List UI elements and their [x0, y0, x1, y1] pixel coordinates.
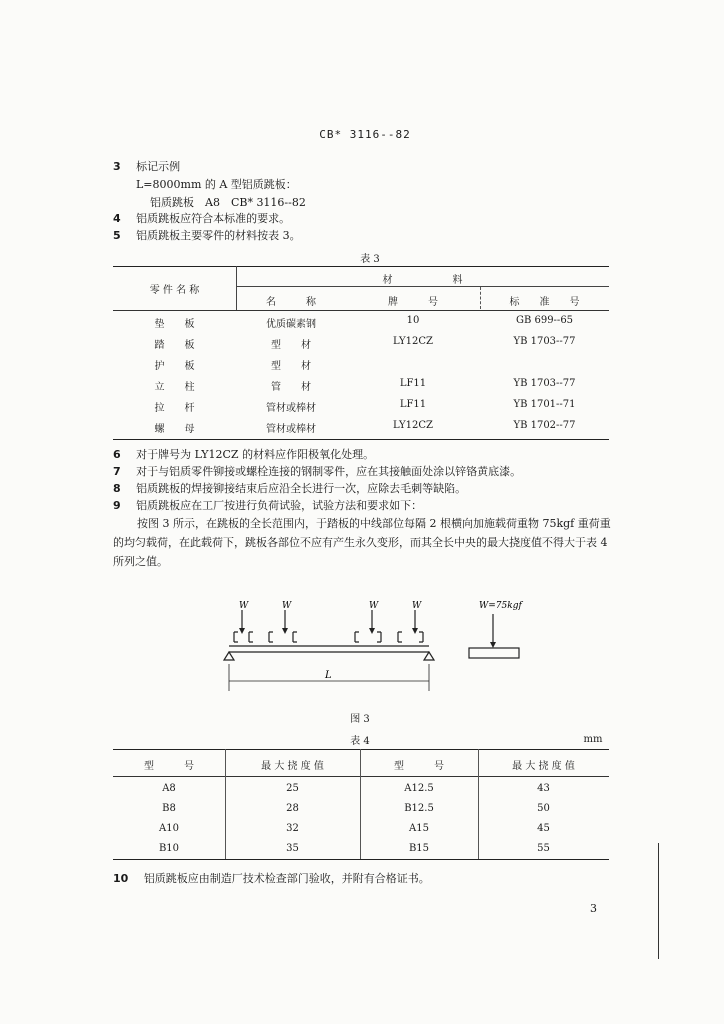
row-material-name: 管材或棒材 [266, 424, 316, 435]
table-3-bottom-rule [113, 439, 609, 440]
row-type: B10 [158, 843, 180, 854]
section-number: 9 [113, 499, 121, 512]
table-3-top-rule [113, 266, 609, 267]
load-label: W [282, 601, 292, 611]
table-row [113, 378, 609, 399]
row-deflection: 28 [286, 803, 299, 814]
span-label: L [325, 670, 332, 681]
marking-example-code: 铝质跳板 A8 CB* 3116--82 [150, 196, 306, 209]
table-4-body [113, 783, 609, 863]
table-row [113, 315, 609, 336]
row-standard: YB 1701--71 [513, 399, 576, 410]
table-4-caption: 表 4 [350, 736, 370, 747]
section-9-paragraph: 按图 3 所示，在跳板的全长范围内，于踏板的中线部位每隔 2 根横向加施载荷重物 75kgf 重荷重的均匀载荷，在此载荷下，跳板各部位不应有产生永久变形，而其全长中央的最大挠度值不得大于表 4 所列之值。 [113, 517, 611, 568]
load-block [469, 648, 519, 658]
row-grade: LY12CZ [393, 420, 433, 431]
figure-3-caption: 图 3 [350, 714, 370, 725]
row-material-name: 管材或棒材 [266, 403, 316, 414]
row-standard: YB 1703--77 [513, 336, 576, 347]
table-3-body [113, 315, 609, 441]
row-type: A8 [162, 783, 176, 794]
section-number: 10 [113, 872, 129, 885]
table-row [113, 823, 609, 843]
left-support [224, 652, 234, 660]
table-row [113, 336, 609, 357]
section-title: 标记示例 [136, 160, 181, 173]
row-deflection: 32 [286, 823, 299, 834]
table-3-header-grade: 牌 号 [388, 297, 438, 308]
table-3-header-standard: 标 准 号 [509, 297, 580, 308]
load-label: W [412, 601, 422, 611]
load-label: W [239, 601, 249, 611]
row-material-name: 型 材 [271, 361, 311, 372]
table-row [113, 357, 609, 378]
row-grade: 10 [406, 315, 420, 326]
table-4-unit: mm [583, 734, 603, 745]
row-type: A15 [409, 823, 429, 834]
table-3-header-part: 零 件 名 称 [149, 285, 200, 296]
section-text: 铝质跳板的焊接铆接结束后应沿全长进行一次，应除去毛刺等缺陷。 [136, 482, 467, 495]
table-3-caption: 表 3 [360, 254, 380, 265]
section-10 [113, 872, 430, 886]
row-material-name: 管 材 [271, 382, 311, 393]
table-3-header-material: 材 料 [382, 275, 463, 286]
section-number: 3 [113, 160, 121, 173]
row-type: B8 [162, 803, 176, 814]
page-number: 3 [590, 902, 597, 915]
table-3-head-rule [113, 310, 609, 311]
section-number: 5 [113, 229, 121, 242]
row-type: A10 [159, 823, 179, 834]
table-4-head-rule [113, 776, 609, 777]
row-material-name: 优质碳素钢 [266, 319, 316, 330]
section-9 [113, 499, 422, 513]
row-part: 踏 板 [154, 340, 195, 351]
table-3-header-name: 名 称 [266, 297, 316, 308]
scan-edge-line [658, 843, 659, 959]
row-deflection: 35 [286, 843, 299, 854]
section-text: 铝质跳板主要零件的材料按表 3。 [136, 229, 301, 242]
row-part: 立 柱 [154, 382, 195, 393]
row-grade: LF11 [399, 399, 427, 410]
table-row [113, 399, 609, 420]
section-number: 6 [113, 448, 121, 461]
section-text: 铝质跳板应由制造厂技术检查部门验收，并附有合格证书。 [143, 872, 430, 885]
row-type: B15 [408, 843, 430, 854]
row-part: 护 板 [154, 361, 195, 372]
row-deflection: 50 [537, 803, 550, 814]
row-material-name: 型 材 [271, 340, 311, 351]
row-part: 螺 母 [154, 424, 195, 435]
standard-code-header: CB* 3116--82 [319, 128, 411, 141]
table-4-header-deflection: 最 大 挠 度 值 [261, 761, 324, 772]
section-text: 对于与铝质零件铆接或螺栓连接的钢制零件，应在其接触面处涂以锌铬黄底漆。 [136, 465, 522, 478]
table-3-sub-rule [236, 286, 609, 287]
section-text: 铝质跳板应在工厂按进行负荷试验，试验方法和要求如下： [136, 499, 423, 512]
row-deflection: 43 [537, 783, 550, 794]
section-text: 对于牌号为 LY12CZ 的材料应作阳极氧化处理。 [136, 448, 375, 461]
marking-example-line: L=8000mm 的 A 型铝质跳板： [136, 178, 297, 191]
load-label: W [369, 601, 379, 611]
table-4-header-type: 型 号 [144, 761, 194, 772]
table-row [113, 843, 609, 863]
table-4-bottom-rule [113, 859, 609, 860]
section-number: 4 [113, 212, 121, 225]
section-4 [113, 212, 290, 226]
section-3-heading [113, 160, 180, 174]
row-standard: YB 1703--77 [513, 378, 576, 389]
row-grade: LY12CZ [393, 336, 433, 347]
section-8 [113, 482, 466, 496]
row-deflection: 25 [286, 783, 299, 794]
row-type: B12.5 [404, 803, 434, 814]
table-row [113, 783, 609, 803]
row-deflection: 55 [537, 843, 550, 854]
section-7 [113, 465, 521, 479]
row-standard: YB 1702--77 [513, 420, 576, 431]
table-4-header-deflection: 最 大 挠 度 值 [512, 761, 575, 772]
section-number: 8 [113, 482, 121, 495]
row-part: 垫 板 [154, 319, 195, 330]
load-test-diagram [215, 596, 525, 716]
table-row [113, 803, 609, 823]
section-text: 铝质跳板应符合本标准的要求。 [136, 212, 291, 225]
row-type: A12.5 [404, 783, 434, 794]
row-standard: GB 699--65 [515, 315, 574, 326]
section-6 [113, 448, 374, 462]
row-part: 拉 杆 [154, 403, 195, 414]
row-grade: LF11 [399, 378, 427, 389]
section-number: 7 [113, 465, 121, 478]
table-4-header-type: 型 号 [394, 761, 444, 772]
right-support [424, 652, 434, 660]
load-value-label: W=75kgf [479, 601, 522, 611]
row-deflection: 45 [537, 823, 550, 834]
table-4-top-rule [113, 749, 609, 750]
section-5 [113, 229, 301, 243]
table-row [113, 420, 609, 441]
